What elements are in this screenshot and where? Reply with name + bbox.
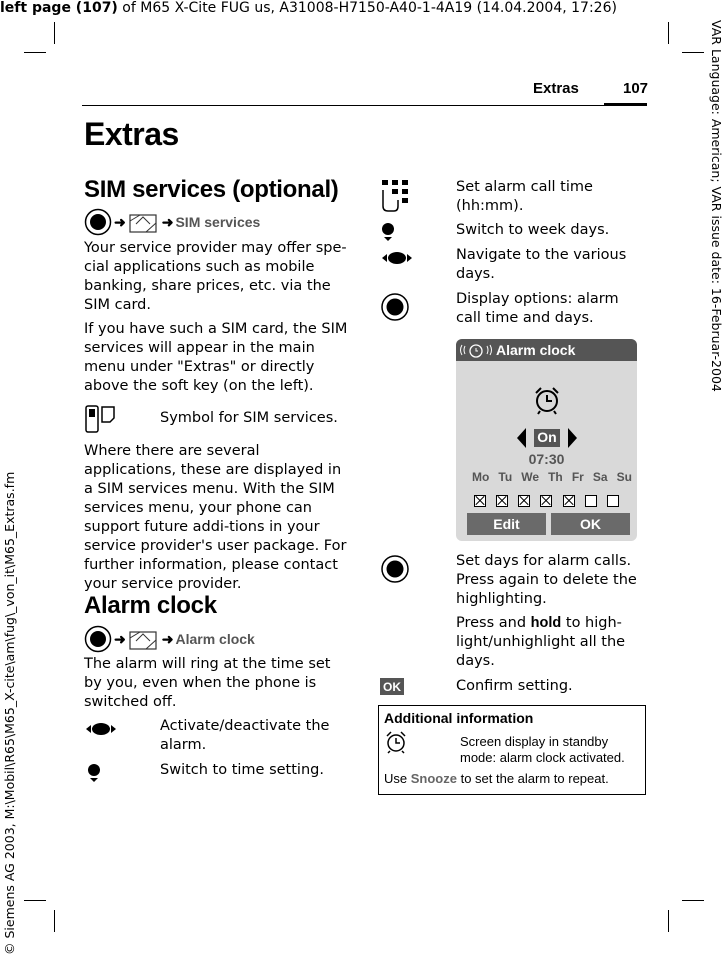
alarm-menu-path bbox=[84, 625, 255, 653]
hold-pre: Press and bbox=[456, 615, 531, 631]
alarm-clock-icon bbox=[456, 340, 496, 360]
alarm-right-item-4: Display options: alarm call time and days. bbox=[456, 291, 619, 326]
info-heading: Additional information bbox=[384, 710, 534, 726]
screen-title-bar bbox=[456, 339, 637, 361]
header-rule-thick bbox=[604, 103, 647, 106]
day-label: Sa bbox=[592, 470, 608, 484]
arrow-icon: ➜ bbox=[161, 213, 174, 230]
crop-mark bbox=[668, 910, 669, 932]
day-label: Su bbox=[616, 470, 632, 484]
crop-mark bbox=[682, 900, 704, 901]
menu-envelope-icon bbox=[128, 626, 160, 652]
center-button-icon bbox=[380, 292, 410, 322]
keypad-icon bbox=[380, 178, 412, 214]
crop-mark bbox=[24, 52, 46, 53]
sim-paragraph-1: Your service provider may offer spe-cial applications such as mobile banking, share prices, etc. via the SIM card. bbox=[84, 240, 347, 313]
page-number: 107 bbox=[623, 80, 649, 97]
day-checkbox[interactable] bbox=[518, 495, 530, 507]
alarm-time: 07:30 bbox=[528, 451, 565, 467]
alarm-right-item-3: Navigate to the various days. bbox=[456, 247, 627, 282]
file-header-bold: left page (107) bbox=[0, 0, 118, 16]
hold-post: to high-light/unhighlight all the days. bbox=[456, 615, 626, 669]
snooze-label: Snooze bbox=[410, 771, 457, 786]
crop-mark bbox=[668, 22, 669, 44]
ok-softkey[interactable]: OK bbox=[551, 513, 630, 535]
phone-screen bbox=[456, 339, 637, 541]
crop-mark bbox=[24, 900, 46, 901]
running-section: Extras bbox=[533, 80, 579, 97]
arrow-icon: ➜ bbox=[114, 630, 126, 647]
screen-title: Alarm clock bbox=[496, 342, 576, 358]
alarm-heading: Alarm clock bbox=[84, 592, 217, 619]
alarm-right-item-1: Set alarm call time (hh:mm). bbox=[456, 179, 593, 214]
info-line-2 bbox=[384, 771, 609, 786]
alarm-state: On bbox=[537, 429, 557, 445]
copyright-path: © Siemens AG 2003, M:\Mobil\R65\M65_X-cite\am\fug\_von_it\M65_Extras.fm bbox=[2, 471, 17, 955]
crop-mark bbox=[54, 22, 55, 44]
menu-envelope-icon bbox=[128, 209, 160, 235]
day-checkbox[interactable] bbox=[607, 495, 619, 507]
info-line-1: Screen display in standby mode: alarm clock activated. bbox=[460, 734, 625, 765]
day-checkbox[interactable] bbox=[496, 495, 508, 507]
sim-symbol-icon bbox=[84, 404, 118, 436]
down-nav-icon bbox=[86, 763, 104, 783]
hold-bold: hold bbox=[530, 615, 562, 631]
hold-instruction bbox=[456, 614, 646, 671]
sim-paragraph-2: If you have such a SIM card, the SIM services will appear in the main menu under "Extras" or directly above the soft key (on the left). bbox=[84, 321, 348, 394]
crop-mark bbox=[54, 910, 55, 932]
alarm-right-item-5: Set days for alarm calls. Press again to delete the highlighting. bbox=[456, 553, 637, 607]
day-label: Tu bbox=[498, 470, 513, 484]
additional-info-box bbox=[378, 705, 646, 795]
var-language-note: VAR Language: American; VAR issue date: 16-Februar-2004 bbox=[709, 20, 724, 392]
day-label: Mo bbox=[472, 470, 490, 484]
weekday-checkboxes bbox=[474, 495, 619, 507]
day-label: Th bbox=[548, 470, 563, 484]
header-rule bbox=[82, 105, 647, 106]
alarm-left-item-1: Activate/deactivate the alarm. bbox=[160, 718, 330, 753]
alarm-paragraph-1: The alarm will ring at the time set by you, even when the phone is switched off. bbox=[84, 656, 331, 710]
sim-heading: SIM services (optional) bbox=[84, 176, 339, 203]
ok-key-badge: OK bbox=[380, 678, 404, 695]
day-checkbox[interactable] bbox=[540, 495, 552, 507]
info-use: Use bbox=[384, 771, 411, 786]
alarm-nav-label: Alarm clock bbox=[175, 631, 255, 647]
alarm-clock-icon bbox=[532, 385, 562, 415]
day-checkbox[interactable] bbox=[563, 495, 575, 507]
crop-mark bbox=[682, 52, 704, 53]
day-label: We bbox=[521, 470, 540, 484]
day-checkbox[interactable] bbox=[474, 495, 486, 507]
alarm-right-item-2: Switch to week days. bbox=[456, 222, 610, 238]
arrow-icon: ➜ bbox=[161, 630, 174, 647]
file-header bbox=[0, 0, 617, 16]
sim-nav-label: SIM services bbox=[175, 214, 261, 230]
center-button-icon bbox=[380, 554, 410, 584]
day-checkbox[interactable] bbox=[585, 495, 597, 507]
sim-symbol-text: Symbol for SIM services. bbox=[160, 410, 338, 426]
sim-paragraph-3: Where there are several applications, these are displayed in a SIM services menu. With the SIM services menu, your phone can support future addi-tions in your service provider's user package. For further information, please contact your service provider. bbox=[84, 443, 347, 592]
alarm-clock-icon bbox=[384, 730, 408, 754]
arrow-icon: ➜ bbox=[114, 213, 126, 230]
info-rest: to set the alarm to repeat. bbox=[456, 771, 609, 786]
sim-menu-path bbox=[84, 208, 260, 236]
left-right-nav-icon bbox=[84, 721, 118, 737]
edit-softkey[interactable]: Edit bbox=[467, 513, 546, 535]
weekday-labels bbox=[472, 470, 632, 484]
day-label: Fr bbox=[571, 470, 584, 484]
left-right-nav-icon bbox=[380, 250, 414, 266]
page-title: Extras bbox=[84, 116, 179, 152]
center-button-icon bbox=[84, 208, 112, 236]
alarm-left-item-2: Switch to time setting. bbox=[160, 762, 324, 778]
confirm-text: Confirm setting. bbox=[456, 678, 573, 694]
file-header-rest: of M65 X-Cite FUG us, A31008-H7150-A40-1-4A19 (14.04.2004, 17:26) bbox=[117, 0, 617, 16]
center-button-icon bbox=[84, 625, 112, 653]
down-nav-icon bbox=[380, 222, 398, 242]
